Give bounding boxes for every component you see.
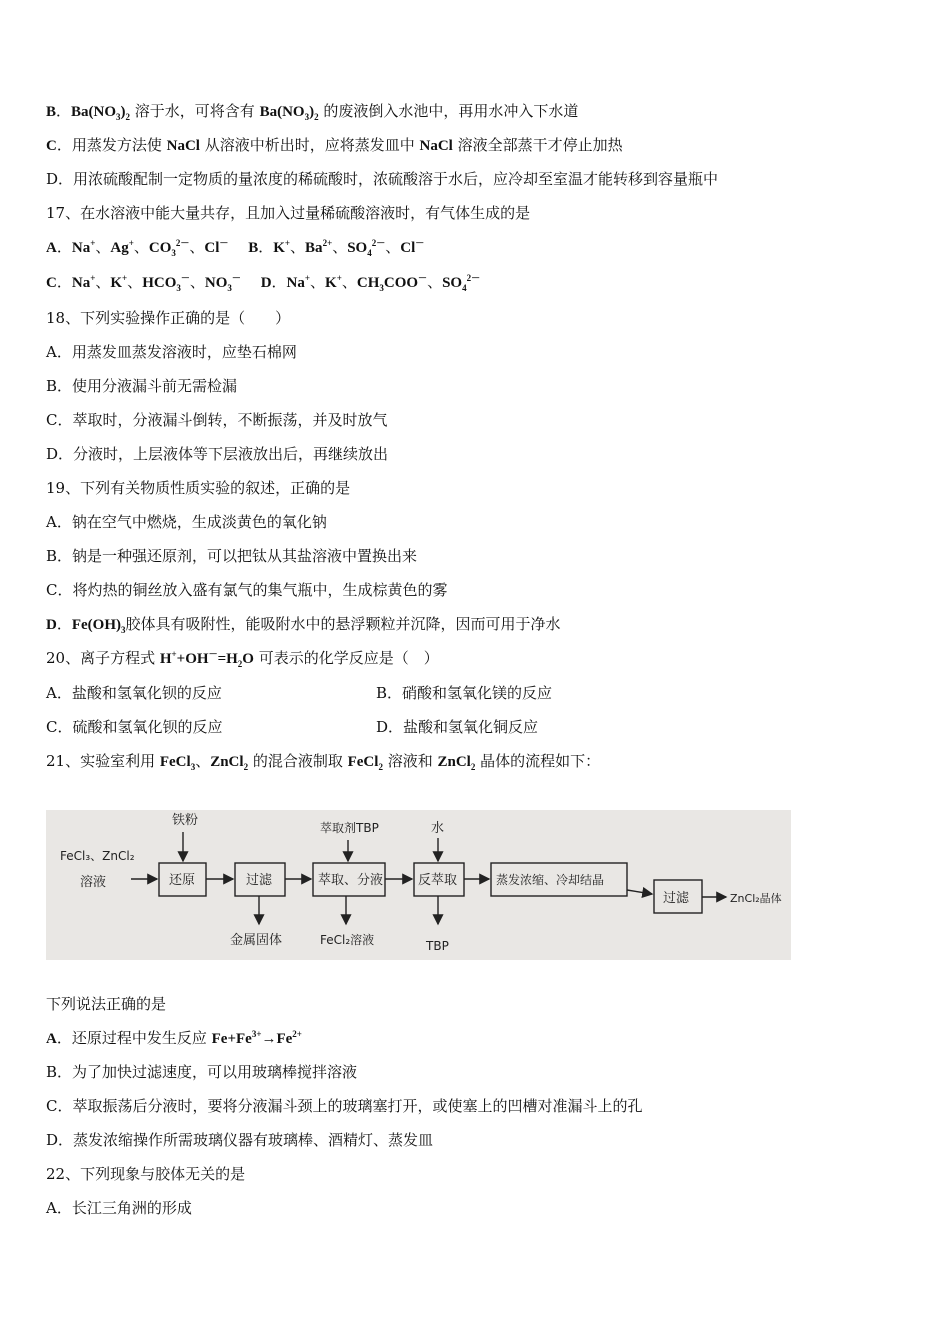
- q22-option-a: A．长江三角洲的形成: [46, 1199, 192, 1217]
- q18-stem: 18、下列实验操作正确的是（ ）: [46, 309, 291, 327]
- q19-option-c: C．将灼热的铜丝放入盛有氯气的集气瓶中，生成棕黄色的雾: [46, 581, 448, 599]
- q19-option-d: D．$Fe(OH)_3$胶体具有吸附性，能吸附水中的悬浮颗粒并沉降，因而可用于净水: [46, 615, 561, 635]
- flow-out-tbp: TBP: [426, 939, 449, 953]
- q22-stem: 22、下列现象与胶体无关的是: [46, 1165, 246, 1183]
- flow-input-line2: 溶液: [80, 875, 107, 890]
- q21-prompt: 下列说法正确的是: [46, 995, 167, 1013]
- q21-option-c: C．萃取振荡后分液时，要将分液漏斗颈上的玻璃塞打开，或使塞上的凹槽对准漏斗上的孔: [46, 1097, 643, 1115]
- q16-option-d: D．用浓硫酸配制一定物质的量浓度的稀硫酸时，浓硫酸溶于水后，应冷却至室温才能转移到容量瓶中: [46, 170, 719, 188]
- q19-option-a: A．钠在空气中燃烧，生成淡黄色的氧化钠: [46, 513, 327, 531]
- q17-options-cd: C．Na+、K+、$HCO_3^-$、$NO_3^-$ D．Na+、K+、$CH_3COO^-$、$SO_4^{2-}$: [46, 273, 481, 293]
- flow-output-product: ZnCl₂晶体: [730, 892, 782, 905]
- q18-option-d: D．分液时，上层液体等下层液放出后，再继续放出: [46, 445, 389, 463]
- q18-option-a: A．用蒸发皿蒸发溶液时，应垫石棉网: [46, 343, 297, 361]
- q20-stem: 20、离子方程式 $H^++OH^-=H_2O$ 可表示的化学反应是（ ）: [46, 649, 439, 669]
- q17-options-ab: A．Na+、Ag+、$CO_3^{2-}$、Cl－ B．K+、$Ba^{2+}$、$SO_4^{2-}$、Cl－: [46, 238, 425, 258]
- q21-option-b: B．为了加快过滤速度，可以用玻璃棒搅拌溶液: [46, 1063, 358, 1081]
- q19-stem: 19、下列有关物质性质实验的叙述，正确的是: [46, 479, 351, 497]
- flow-step-evaporate: 蒸发浓缩、冷却结晶: [496, 873, 605, 887]
- q21-stem: 21、实验室利用 FeCl$_3$、ZnCl$_2$ 的混合液制取 FeCl$_2$ 溶液和 ZnCl$_2$ 晶体的流程如下：: [46, 752, 601, 772]
- q20-option-b: B．硝酸和氢氧化镁的反应: [376, 684, 553, 702]
- flow-step-extract: 萃取、分液: [318, 873, 384, 888]
- q20-option-c: C．硫酸和氢氧化钡的反应: [46, 718, 223, 736]
- q18-option-c: C．萃取时，分液漏斗倒转，不断振荡，并及时放气: [46, 411, 388, 429]
- flow-add-tbp: 萃取剂TBP: [320, 821, 379, 835]
- q17-stem: 17、在水溶液中能大量共存，且加入过量稀硫酸溶液时，有气体生成的是: [46, 204, 531, 222]
- flow-step-filter1: 过滤: [246, 873, 273, 888]
- flow-step-filter2: 过滤: [663, 891, 690, 906]
- q19-option-b: B．钠是一种强还原剂，可以把钛从其盐溶液中置换出来: [46, 547, 418, 565]
- flow-step-back-extract: 反萃取: [418, 873, 458, 888]
- q20-option-a: A．盐酸和氢氧化钡的反应: [46, 684, 222, 702]
- flow-out-metal: 金属固体: [230, 933, 283, 948]
- q21-option-a: A．还原过程中发生反应 $Fe+Fe^{3+}\to Fe^{2+}$: [46, 1029, 302, 1047]
- process-flow-diagram: [46, 810, 791, 960]
- flow-out-fecl2: FeCl₂溶液: [320, 933, 375, 947]
- q20-option-d: D．盐酸和氢氧化铜反应: [376, 718, 539, 736]
- flow-add-water: 水: [431, 821, 445, 836]
- flow-input-line1: FeCl₃、ZnCl₂: [60, 849, 135, 863]
- q16-option-b: B．$Ba(NO_3)_2$ 溶于水，可将含有 $Ba(NO_3)_2$ 的废液倒入水池中，再用水冲入下水道: [46, 102, 579, 122]
- flow-add-iron: 铁粉: [172, 813, 199, 828]
- q18-option-b: B．使用分液漏斗前无需检漏: [46, 377, 238, 395]
- q21-option-d: D．蒸发浓缩操作所需玻璃仪器有玻璃棒、酒精灯、蒸发皿: [46, 1131, 434, 1149]
- flow-step-reduce: 还原: [169, 873, 196, 888]
- q16-option-c: C．用蒸发方法使 NaCl 从溶液中析出时，应将蒸发皿中 NaCl 溶液全部蒸干才停止加热: [46, 136, 623, 154]
